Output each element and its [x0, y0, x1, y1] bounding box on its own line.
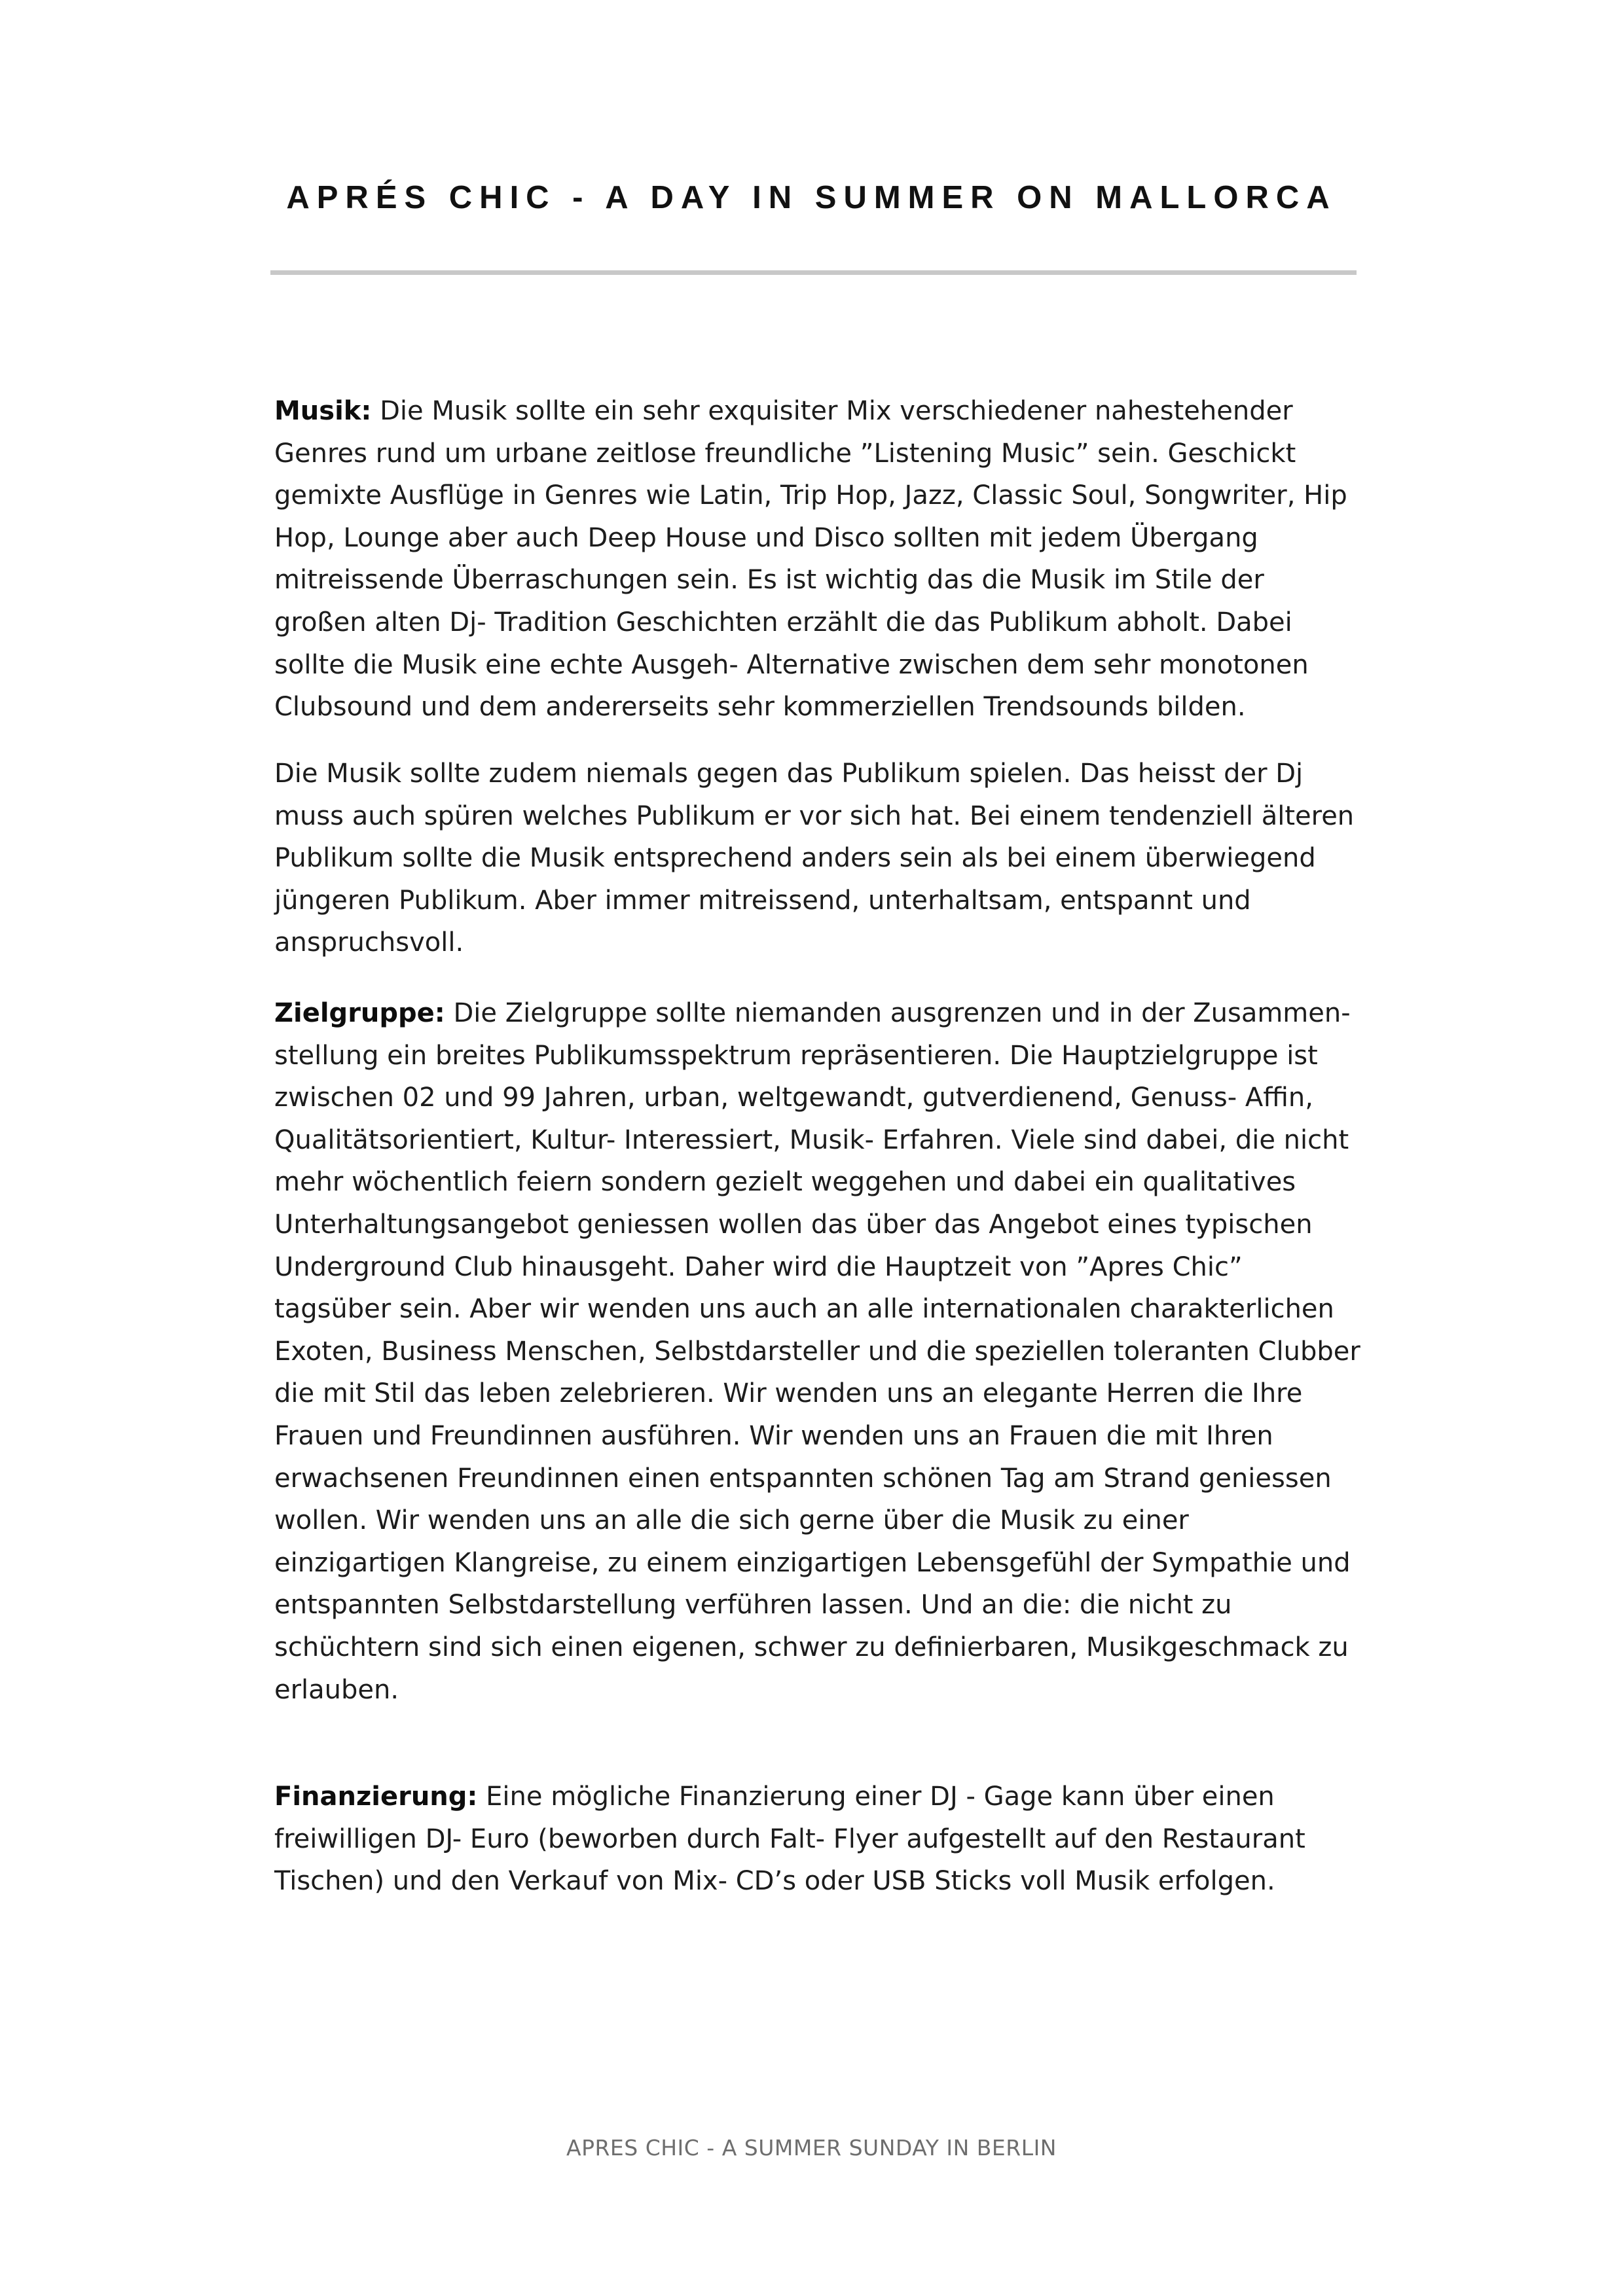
finanzierung-text: Eine mögliche Finanzierung einer DJ - Gage kann über einen freiwilligen DJ- Euro (beworben durch Falt- Flyer aufgestellt auf den Restaurant Tischen) und den Verkauf von Mix- CD’s oder USB Sticks voll Musik erfolgen.: [274, 1782, 1305, 1897]
musik-label: Musik:: [274, 396, 372, 426]
section-musik-continued: [274, 753, 1361, 964]
section-finanzierung: [274, 1776, 1361, 1903]
musik-paragraph-2: Die Musik sollte zudem niemals gegen das Publikum spielen. Das heisst der Dj muss auch spüren welches Publikum er vor sich hat. Bei einem tendenziell älteren Publikum sollte die Musik entsprechend anders sein als bei einem überwiegend jüngeren Publikum. Aber immer mitreissend, unterhaltsam, entspannt und anspruchsvoll.: [274, 759, 1355, 958]
musik-text: Die Musik sollte ein sehr exquisiter Mix verschiedener nahestehender Genres rund um urbane zeitlose freundliche ”Listening Music” sein. Geschickt gemixte Ausflüge in Genres wie Latin, Trip Hop, Jazz, Classic Soul, Songwriter, Hip Hop, Lounge aber auch Deep House und Disco sollten mit jedem Übergang mitreissende Überraschungen sein. Es ist wichtig das die Musik im Stile der großen alten Dj- Tradition Geschichten erzählt die das Publikum abholt. Dabei sollte die Musik eine echte Ausgeh- Alternative zwischen dem sehr monotonen Clubsound und dem andererseits sehr kommerziellen Trendsounds bilden.: [274, 396, 1347, 723]
section-musik: [274, 390, 1361, 728]
finanzierung-paragraph: [274, 1776, 1361, 1903]
musik-paragraph: [274, 390, 1361, 728]
section-zielgruppe: [274, 992, 1361, 1711]
page-title: APRÉS CHIC - A DAY IN SUMMER ON MALLORCA: [286, 180, 1337, 215]
zielgruppe-text: Die Zielgruppe sollte niemanden ausgrenzen und in der Zusammen-stellung ein breites Publikumsspektrum repräsentieren. Die Hauptzielgruppe ist zwischen 02 und 99 Jahren, urban, weltgewandt, gutverdienend, Genuss- Affin, Qualitätsorientiert, Kultur- Interessiert, Musik- Erfahren. Viele sind dabei, die nicht mehr wöchentlich feiern sondern gezielt weggehen und dabei ein qualitatives Unterhaltungsangebot geniessen wollen das über das Angebot eines typischen Underground Club hinausgeht. Daher wird die Hauptzeit von ”Apres Chic” tagsüber sein. Aber wir wenden uns auch an alle internationalen charakterlichen Exoten, Business Menschen, Selbstdarsteller und die speziellen toleranten Clubber die mit Stil das leben zelebrieren. Wir wenden uns an elegante Herren die Ihre Frauen und Freundinnen ausführen. Wir wenden uns an Frauen die mit Ihren erwachsenen Freundinnen einen entspannten schönen Tag am Strand geniessen wollen. Wir wenden uns an alle die sich gerne über die Musik zu einer einzigartigen Klangreise, zu einem einzigartigen Lebensgefühl der Sympathie und entspannten Selbstdarstellung verführen lassen. Und an die: die nicht zu schüchtern sind sich einen eigenen, schwer zu definierbaren, Musikgeschmack zu erlauben.: [274, 998, 1360, 1705]
zielgruppe-label: Zielgruppe:: [274, 998, 445, 1028]
finanzierung-label: Finanzierung:: [274, 1782, 478, 1812]
title-divider: [270, 270, 1357, 275]
zielgruppe-paragraph: [274, 992, 1361, 1711]
page-footer: APRES CHIC - A SUMMER SUNDAY IN BERLIN: [566, 2135, 1057, 2161]
